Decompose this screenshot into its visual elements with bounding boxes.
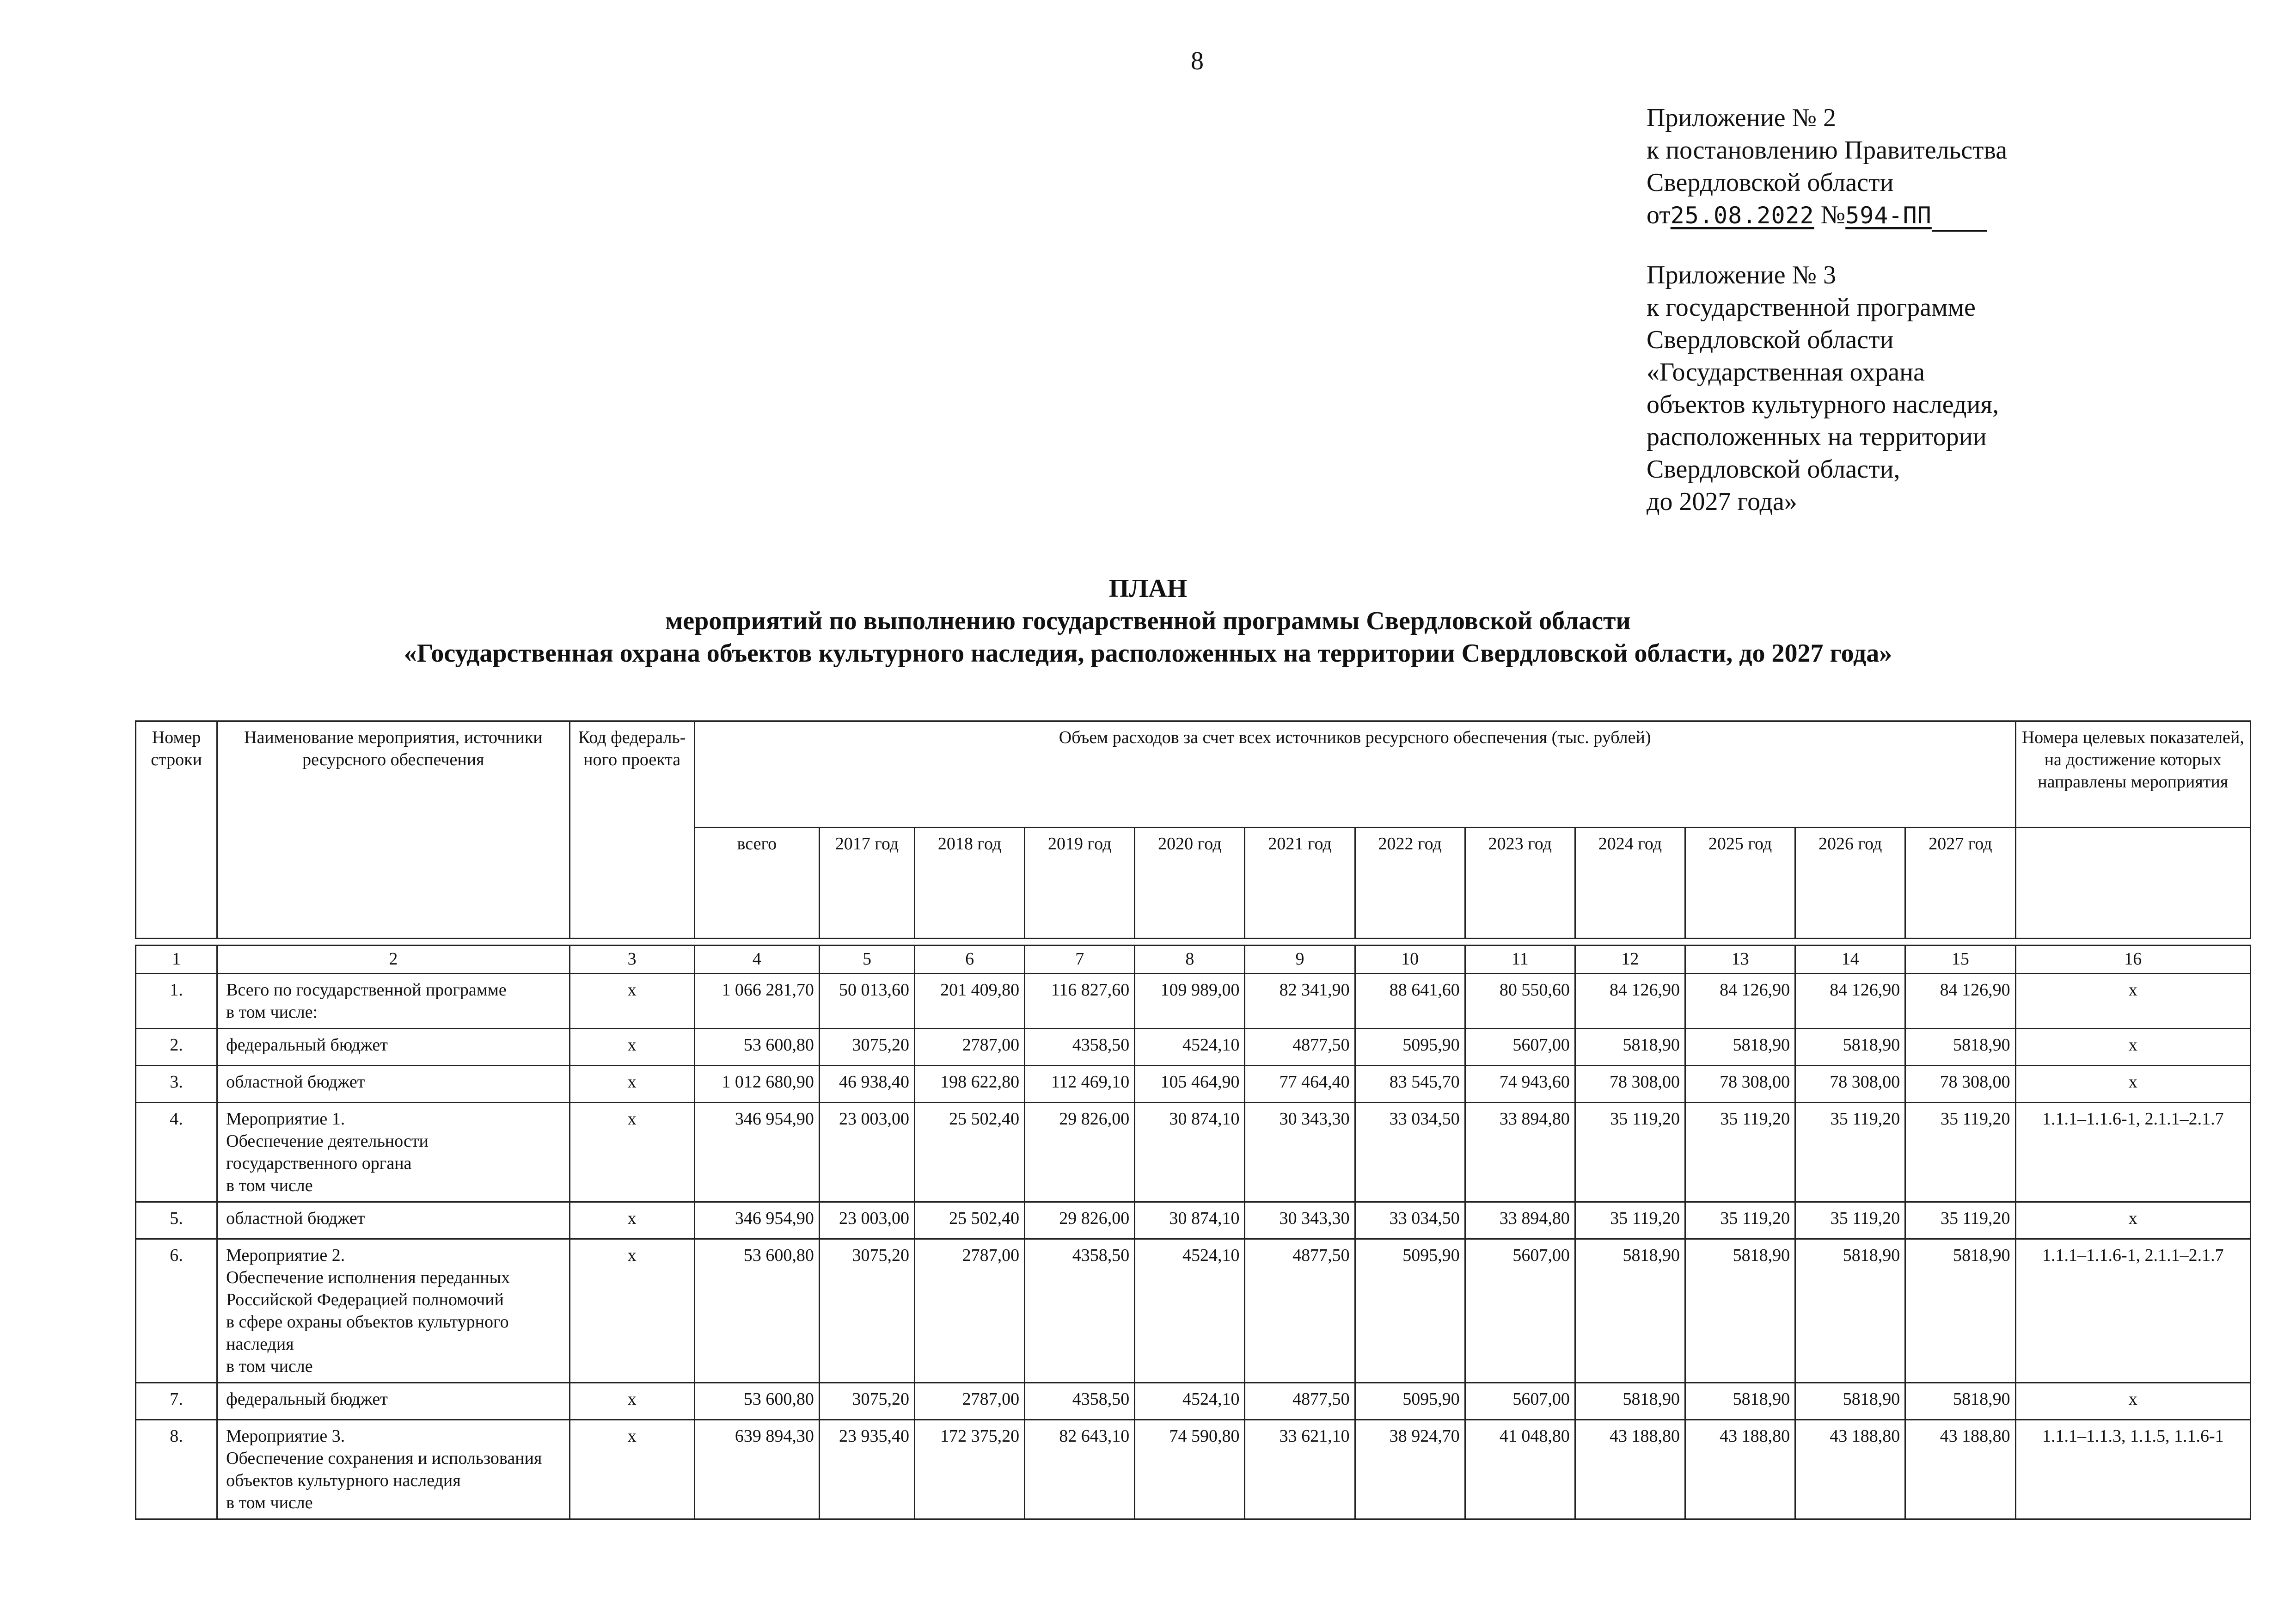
row-number-cell: 6. (136, 1239, 217, 1383)
row-year-value-cell: 41 048,80 (1465, 1420, 1575, 1519)
row-year-value-cell: 30 343,30 (1245, 1202, 1355, 1239)
row-year-value-cell: 4877,50 (1245, 1383, 1355, 1420)
row-year-value-cell: 46 938,40 (819, 1066, 914, 1103)
row-year-value-cell: 35 119,20 (1685, 1202, 1795, 1239)
row-target-cell: 1.1.1–1.1.6-1, 2.1.1–2.1.7 (2015, 1239, 2250, 1383)
row-year-value-cell: 84 126,90 (1575, 974, 1685, 1029)
row-total-cell: 346 954,90 (694, 1103, 819, 1202)
appendix-2-line: Свердловской области (1647, 168, 1894, 197)
row-name-line: в том числе: (226, 1002, 318, 1022)
row-year-value-cell: 23 935,40 (819, 1420, 914, 1519)
row-name-line: Мероприятие 1. (226, 1109, 345, 1129)
table-row (136, 1239, 2251, 1383)
blank-underline (1932, 205, 1987, 232)
row-year-value-cell: 4524,10 (1135, 1029, 1245, 1066)
row-year-value-cell: 50 013,60 (819, 974, 914, 1029)
appendix-3-line: «Государственная охрана (1647, 358, 1925, 387)
row-year-value-cell: 4524,10 (1135, 1239, 1245, 1383)
row-year-value-cell: 82 643,10 (1025, 1420, 1135, 1519)
header-row-number: Номер строки (136, 721, 217, 939)
row-code-cell: x (569, 1029, 694, 1066)
row-year-value-cell: 105 464,90 (1135, 1066, 1245, 1103)
appendix-3-block (1647, 259, 1999, 518)
row-total-cell: 639 894,30 (694, 1420, 819, 1519)
row-number-cell: 3. (136, 1066, 217, 1103)
row-name-line: Российской Федерацией полномочий (226, 1290, 504, 1309)
row-year-value-cell: 4358,50 (1025, 1383, 1135, 1420)
row-year-value-cell: 80 550,60 (1465, 974, 1575, 1029)
row-year-value-cell: 5607,00 (1465, 1383, 1575, 1420)
resolution-number: 594-ПП (1845, 202, 1932, 229)
plan-title-heading: ПЛАН (1108, 574, 1188, 603)
row-year-value-cell: 84 126,90 (1685, 974, 1795, 1029)
column-index-cell: 12 (1575, 946, 1685, 974)
column-index-cell: 7 (1025, 946, 1135, 974)
row-year-value-cell: 30 343,30 (1245, 1103, 1355, 1202)
appendix-3-line: Приложение № 3 (1647, 261, 1836, 289)
row-name-line: Обеспечение исполнения переданных (226, 1268, 510, 1287)
column-index-cell: 8 (1135, 946, 1245, 974)
header-code: Код федераль-ного проекта (569, 721, 694, 939)
row-year-value-cell: 116 827,60 (1025, 974, 1135, 1029)
appendix-3-line: Свердловской области, (1647, 455, 1900, 484)
row-year-value-cell: 5818,90 (1795, 1383, 1905, 1420)
row-total-cell: 1 012 680,90 (694, 1066, 819, 1103)
column-index-cell: 2 (217, 946, 569, 974)
row-name-line: федеральный бюджет (226, 1389, 388, 1409)
header-targets: Номера целевых показателей, на достижение которых направлены мероприятия (2015, 721, 2250, 828)
row-year-value-cell: 5095,90 (1355, 1383, 1465, 1420)
row-total-cell: 53 600,80 (694, 1029, 819, 1066)
row-year-value-cell: 201 409,80 (915, 974, 1025, 1029)
row-year-value-cell: 3075,20 (819, 1239, 914, 1383)
row-year-value-cell: 5818,90 (1685, 1239, 1795, 1383)
appendix-2-line: Приложение № 2 (1647, 104, 1836, 132)
appendix-2-block (1647, 102, 2007, 232)
row-year-value-cell: 43 188,80 (1575, 1420, 1685, 1519)
row-code-cell: x (569, 1066, 694, 1103)
row-code-cell: x (569, 1383, 694, 1420)
header-year: 2027 год (1905, 828, 2015, 939)
appendix-3-line: Свердловской области (1647, 326, 1894, 354)
row-year-value-cell: 43 188,80 (1905, 1420, 2015, 1519)
appendix-3-line: к государственной программе (1647, 293, 1976, 322)
row-year-value-cell: 2787,00 (915, 1383, 1025, 1420)
row-name-cell (217, 1239, 569, 1383)
row-year-value-cell: 4358,50 (1025, 1239, 1135, 1383)
row-name-line: в сфере охраны объектов культурного (226, 1312, 509, 1332)
row-number-cell: 5. (136, 1202, 217, 1239)
header-year: 2017 год (819, 828, 914, 939)
row-name-line: Обеспечение сохранения и использования (226, 1449, 542, 1468)
row-year-value-cell: 33 034,50 (1355, 1202, 1465, 1239)
table-row (136, 1029, 2251, 1066)
row-name-cell (217, 1420, 569, 1519)
row-year-value-cell: 33 894,80 (1465, 1202, 1575, 1239)
row-name-line: в том числе (226, 1176, 313, 1195)
header-expenses: Объем расходов за счет всех источников ресурсного обеспечения (тыс. рублей) (694, 721, 2015, 828)
appendix-3-line: объектов культурного наследия, (1647, 390, 1999, 419)
row-year-value-cell: 5095,90 (1355, 1029, 1465, 1066)
row-total-cell: 53 600,80 (694, 1383, 819, 1420)
column-index-cell: 9 (1245, 946, 1355, 974)
column-index-cell: 6 (915, 946, 1025, 974)
header-targets-empty (2015, 828, 2250, 939)
row-year-value-cell: 5818,90 (1685, 1029, 1795, 1066)
row-year-value-cell: 30 874,10 (1135, 1103, 1245, 1202)
row-year-value-cell: 84 126,90 (1795, 974, 1905, 1029)
row-year-value-cell: 35 119,20 (1575, 1103, 1685, 1202)
row-year-value-cell: 25 502,40 (915, 1202, 1025, 1239)
row-year-value-cell: 88 641,60 (1355, 974, 1465, 1029)
row-target-cell: x (2015, 1029, 2250, 1066)
row-year-value-cell: 33 894,80 (1465, 1103, 1575, 1202)
row-year-value-cell: 172 375,20 (915, 1420, 1025, 1519)
row-year-value-cell: 5818,90 (1795, 1239, 1905, 1383)
row-year-value-cell: 43 188,80 (1795, 1420, 1905, 1519)
date-prefix: от (1647, 201, 1671, 229)
row-target-cell: x (2015, 1383, 2250, 1420)
appendix-2-date-line (1647, 199, 2007, 232)
row-year-value-cell: 29 826,00 (1025, 1103, 1135, 1202)
plan-table-body (136, 939, 2251, 1519)
page-number: 8 (1191, 47, 1204, 75)
row-year-value-cell: 35 119,20 (1795, 1103, 1905, 1202)
header-year: 2021 год (1245, 828, 1355, 939)
row-year-value-cell: 5818,90 (1575, 1029, 1685, 1066)
row-total-cell: 53 600,80 (694, 1239, 819, 1383)
row-year-value-cell: 30 874,10 (1135, 1202, 1245, 1239)
row-year-value-cell: 5607,00 (1465, 1239, 1575, 1383)
row-year-value-cell: 33 034,50 (1355, 1103, 1465, 1202)
number-prefix: № (1820, 201, 1846, 229)
row-code-cell: x (569, 1239, 694, 1383)
row-name-cell (217, 1029, 569, 1066)
row-year-value-cell: 35 119,20 (1905, 1202, 2015, 1239)
header-year: 2023 год (1465, 828, 1575, 939)
column-index-cell: 15 (1905, 946, 2015, 974)
row-code-cell: x (569, 1420, 694, 1519)
row-year-value-cell: 112 469,10 (1025, 1066, 1135, 1103)
row-number-cell: 1. (136, 974, 217, 1029)
row-name-cell (217, 1103, 569, 1202)
row-year-value-cell: 82 341,90 (1245, 974, 1355, 1029)
column-index-cell: 3 (569, 946, 694, 974)
table-row (136, 1383, 2251, 1420)
row-total-cell: 346 954,90 (694, 1202, 819, 1239)
row-year-value-cell: 33 621,10 (1245, 1420, 1355, 1519)
header-year: 2022 год (1355, 828, 1465, 939)
row-target-cell: 1.1.1–1.1.6-1, 2.1.1–2.1.7 (2015, 1103, 2250, 1202)
header-year: 2025 год (1685, 828, 1795, 939)
row-year-value-cell: 78 308,00 (1575, 1066, 1685, 1103)
resolution-date: 25.08.2022 (1670, 202, 1814, 229)
row-year-value-cell: 74 590,80 (1135, 1420, 1245, 1519)
row-year-value-cell: 35 119,20 (1795, 1202, 1905, 1239)
table-row (136, 1066, 2251, 1103)
header-year: 2018 год (915, 828, 1025, 939)
row-year-value-cell: 4524,10 (1135, 1383, 1245, 1420)
header-total: всего (694, 828, 819, 939)
row-year-value-cell: 35 119,20 (1685, 1103, 1795, 1202)
row-number-cell: 7. (136, 1383, 217, 1420)
header-year: 2020 год (1135, 828, 1245, 939)
column-index-cell: 16 (2015, 946, 2250, 974)
row-year-value-cell: 23 003,00 (819, 1103, 914, 1202)
row-name-line: федеральный бюджет (226, 1035, 388, 1055)
row-name-line: объектов культурного наследия (226, 1471, 461, 1490)
row-year-value-cell: 4358,50 (1025, 1029, 1135, 1066)
table-row (136, 1202, 2251, 1239)
table-header-row (136, 721, 2251, 828)
row-code-cell: x (569, 974, 694, 1029)
row-year-value-cell: 5607,00 (1465, 1029, 1575, 1066)
row-name-cell (217, 974, 569, 1029)
row-year-value-cell: 5818,90 (1575, 1383, 1685, 1420)
table-row (136, 1103, 2251, 1202)
row-year-value-cell: 2787,00 (915, 1239, 1025, 1383)
row-year-value-cell: 5818,90 (1685, 1383, 1795, 1420)
row-year-value-cell: 35 119,20 (1905, 1103, 2015, 1202)
row-code-cell: x (569, 1103, 694, 1202)
row-year-value-cell: 43 188,80 (1685, 1420, 1795, 1519)
column-index-cell: 1 (136, 946, 217, 974)
row-name-line: в том числе (226, 1357, 313, 1376)
plan-table (135, 720, 2251, 1520)
row-year-value-cell: 5818,90 (1795, 1029, 1905, 1066)
row-target-cell: 1.1.1–1.1.3, 1.1.5, 1.1.6-1 (2015, 1420, 2250, 1519)
row-name-cell (217, 1383, 569, 1420)
plan-title-program: «Государственная охрана объектов культурного наследия, расположенных на территории Свердловской области, до 2027 года» (404, 639, 1892, 668)
column-index-cell: 14 (1795, 946, 1905, 974)
plan-title-subtitle: мероприятий по выполнению государственной программы Свердловской области (665, 607, 1631, 635)
row-year-value-cell: 78 308,00 (1905, 1066, 2015, 1103)
row-year-value-cell: 3075,20 (819, 1029, 914, 1066)
row-number-cell: 8. (136, 1420, 217, 1519)
row-code-cell: x (569, 1202, 694, 1239)
column-index-cell: 4 (694, 946, 819, 974)
column-index-cell: 13 (1685, 946, 1795, 974)
row-name-line: областной бюджет (226, 1072, 365, 1092)
row-year-value-cell: 77 464,40 (1245, 1066, 1355, 1103)
row-name-line: государственного органа (226, 1154, 412, 1173)
row-number-cell: 4. (136, 1103, 217, 1202)
table-row (136, 1420, 2251, 1519)
column-index-cell: 10 (1355, 946, 1465, 974)
row-name-line: в том числе (226, 1493, 313, 1512)
row-year-value-cell: 29 826,00 (1025, 1202, 1135, 1239)
row-year-value-cell: 83 545,70 (1355, 1066, 1465, 1103)
row-name-cell (217, 1066, 569, 1103)
row-target-cell: x (2015, 1202, 2250, 1239)
row-year-value-cell: 5818,90 (1905, 1029, 2015, 1066)
header-year: 2026 год (1795, 828, 1905, 939)
table-index-row (136, 946, 2251, 974)
row-name-line: Обеспечение деятельности (226, 1131, 429, 1151)
row-year-value-cell: 3075,20 (819, 1383, 914, 1420)
row-name-line: Мероприятие 3. (226, 1426, 345, 1446)
column-index-cell: 5 (819, 946, 914, 974)
column-index-cell: 11 (1465, 946, 1575, 974)
row-year-value-cell: 38 924,70 (1355, 1420, 1465, 1519)
row-year-value-cell: 109 989,00 (1135, 974, 1245, 1029)
header-year: 2019 год (1025, 828, 1135, 939)
appendix-3-line: расположенных на территории (1647, 423, 1987, 451)
row-year-value-cell: 4877,50 (1245, 1239, 1355, 1383)
row-total-cell: 1 066 281,70 (694, 974, 819, 1029)
table-row (136, 974, 2251, 1029)
row-year-value-cell: 198 622,80 (915, 1066, 1025, 1103)
row-year-value-cell: 5818,90 (1575, 1239, 1685, 1383)
row-year-value-cell: 5095,90 (1355, 1239, 1465, 1383)
row-year-value-cell: 84 126,90 (1905, 974, 2015, 1029)
row-name-line: Мероприятие 2. (226, 1246, 345, 1265)
row-year-value-cell: 25 502,40 (915, 1103, 1025, 1202)
row-target-cell: x (2015, 974, 2250, 1029)
header-name: Наименование мероприятия, источники ресурсного обеспечения (217, 721, 569, 939)
row-year-value-cell: 78 308,00 (1795, 1066, 1905, 1103)
row-year-value-cell: 23 003,00 (819, 1202, 914, 1239)
plan-title (0, 572, 2296, 670)
row-year-value-cell: 5818,90 (1905, 1383, 2015, 1420)
header-year: 2024 год (1575, 828, 1685, 939)
row-year-value-cell: 35 119,20 (1575, 1202, 1685, 1239)
row-year-value-cell: 78 308,00 (1685, 1066, 1795, 1103)
row-year-value-cell: 5818,90 (1905, 1239, 2015, 1383)
row-name-line: областной бюджет (226, 1209, 365, 1228)
table-gap-row (136, 939, 2251, 946)
row-target-cell: x (2015, 1066, 2250, 1103)
row-name-cell (217, 1202, 569, 1239)
row-name-line: наследия (226, 1334, 294, 1354)
row-year-value-cell: 4877,50 (1245, 1029, 1355, 1066)
row-year-value-cell: 74 943,60 (1465, 1066, 1575, 1103)
row-number-cell: 2. (136, 1029, 217, 1066)
appendix-3-line: до 2027 года» (1647, 487, 1797, 516)
row-name-line: Всего по государственной программе (226, 980, 507, 1000)
row-year-value-cell: 2787,00 (915, 1029, 1025, 1066)
appendix-2-line: к постановлению Правительства (1647, 136, 2008, 165)
